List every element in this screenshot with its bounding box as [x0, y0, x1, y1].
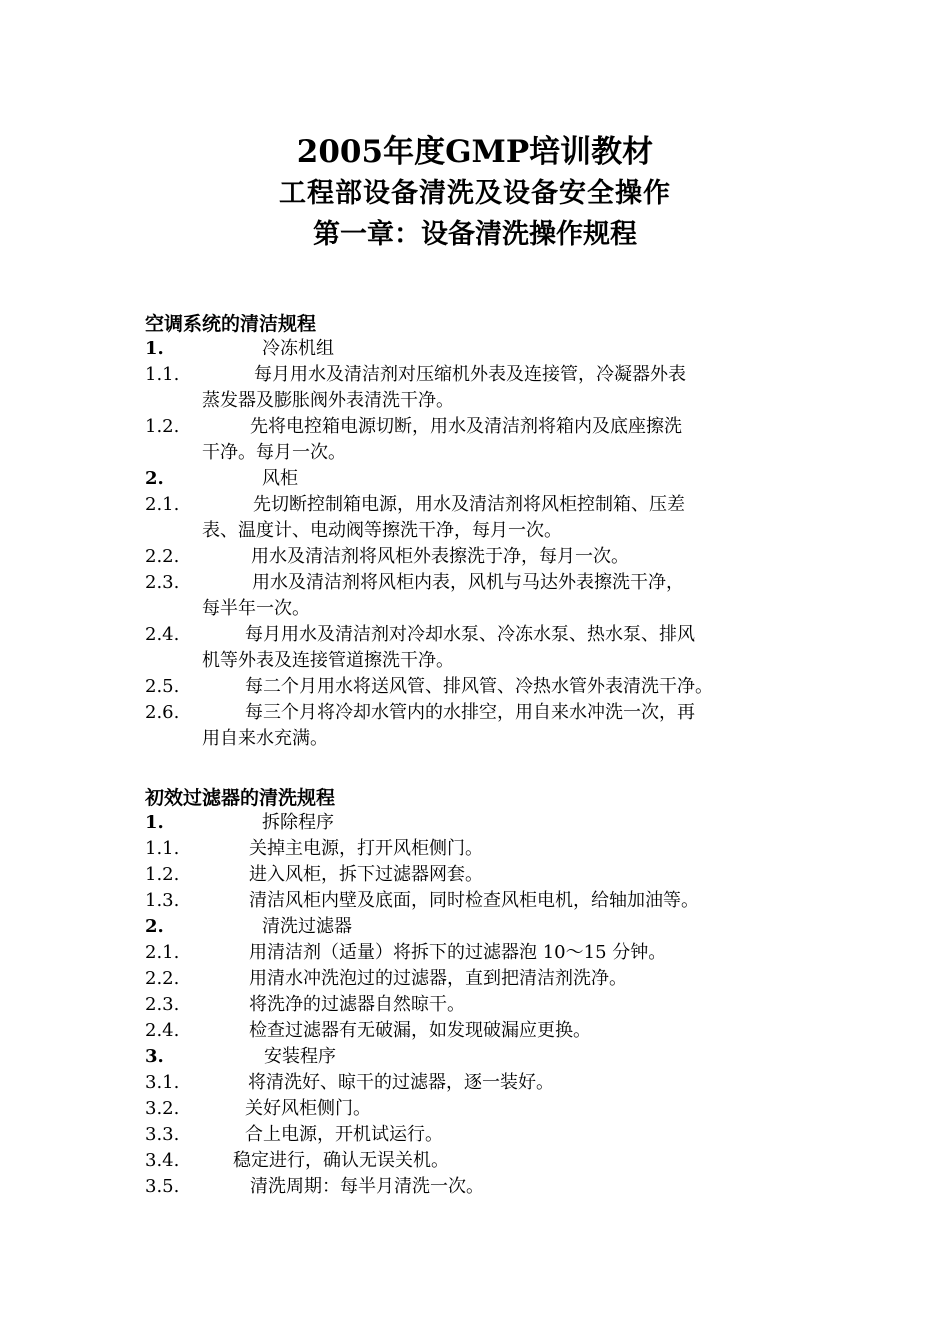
item-text: 清洁风柜内壁及底面，同时检查风柜电机，给轴加油等。	[249, 890, 699, 911]
item-number: 1.1.	[145, 838, 180, 859]
item-number: 1.	[145, 338, 164, 359]
item-number: 2.6.	[145, 702, 180, 723]
list-item	[145, 1044, 825, 1070]
list-item	[145, 674, 825, 700]
item-text: 用清水冲洗泡过的过滤器，直到把清洁剂洗净。	[249, 968, 627, 989]
item-number: 2.2.	[145, 968, 180, 989]
item-number: 3.2.	[145, 1098, 180, 1119]
item-text: 每月用水及清洁剂对压缩机外表及连接管，冷凝器外表	[254, 364, 686, 385]
item-text: 清洗过滤器	[262, 916, 352, 937]
item-number: 2.5.	[145, 676, 180, 697]
item-number: 2.3.	[145, 572, 180, 593]
list-item	[145, 914, 825, 940]
section-title: 初效过滤器的清洗规程	[145, 787, 336, 809]
item-text: 关掉主电源，打开风柜侧门。	[249, 838, 483, 859]
item-text: 用水及清洁剂将风柜内表，风机与马达外表擦洗干净，	[252, 572, 684, 593]
item-number: 1.	[145, 812, 164, 833]
item-number: 2.4.	[145, 1020, 180, 1041]
item-continuation: 表、温度计、电动阀等擦洗干净，每月一次。	[202, 520, 562, 541]
item-text: 将清洗好、晾干的过滤器，逐一装好。	[248, 1072, 554, 1093]
item-number: 1.3.	[145, 890, 180, 911]
item-text: 清洗周期：每半月清洗一次。	[250, 1176, 484, 1197]
item-continuation: 用自来水充满。	[202, 728, 328, 749]
item-continuation: 干净。每月一次。	[202, 442, 346, 463]
list-item	[145, 940, 825, 966]
item-number: 2.	[145, 916, 164, 937]
item-number: 3.3.	[145, 1124, 180, 1145]
item-number: 2.1.	[145, 494, 180, 515]
list-item	[145, 492, 825, 518]
list-item	[145, 888, 825, 914]
item-continuation: 机等外表及连接管道擦洗干净。	[202, 650, 454, 671]
section-title: 空调系统的清洁规程	[145, 313, 317, 335]
list-item	[145, 1018, 825, 1044]
section-air-conditioning	[145, 312, 825, 752]
list-item	[145, 570, 825, 596]
list-item	[145, 362, 825, 388]
list-item	[145, 1174, 825, 1200]
item-text: 安装程序	[264, 1046, 336, 1067]
item-number: 3.4.	[145, 1150, 180, 1171]
item-number: 3.5.	[145, 1176, 180, 1197]
list-item	[145, 336, 825, 362]
section-primary-filter	[145, 786, 825, 1200]
document-header	[0, 130, 950, 256]
list-item	[145, 1070, 825, 1096]
item-number: 2.	[145, 468, 164, 489]
item-number: 3.	[145, 1046, 164, 1067]
list-item	[145, 810, 825, 836]
item-text: 冷冻机组	[262, 338, 334, 359]
list-item	[145, 836, 825, 862]
item-text: 用水及清洁剂将风柜外表擦洗于净，每月一次。	[251, 546, 629, 567]
item-text: 用清洁剂（适量）将拆下的过滤器泡 10～15 分钟。	[249, 942, 667, 963]
item-text: 将洗净的过滤器自然晾干。	[249, 994, 465, 1015]
item-number: 1.2.	[145, 416, 180, 437]
list-item	[145, 1148, 825, 1174]
item-text: 每二个月用水将送风管、排风管、冷热水管外表清洗干净。	[245, 676, 713, 697]
list-item	[145, 414, 825, 440]
item-text: 检查过滤器有无破漏，如发现破漏应更换。	[249, 1020, 591, 1041]
list-item	[145, 466, 825, 492]
item-text: 稳定进行，确认无误关机。	[233, 1150, 449, 1171]
item-text: 合上电源，开机试运行。	[245, 1124, 443, 1145]
document-subtitle: 工程部设备清洗及设备安全操作	[279, 178, 671, 209]
list-item	[145, 622, 825, 648]
item-text: 先将电控箱电源切断，用水及清洁剂将箱内及底座擦洗	[250, 416, 682, 437]
item-number: 2.2.	[145, 546, 180, 567]
list-item	[145, 966, 825, 992]
item-number: 2.1.	[145, 942, 180, 963]
list-item	[145, 544, 825, 570]
item-text: 风柜	[262, 468, 298, 489]
item-text: 每月用水及清洁剂对冷却水泵、冷冻水泵、热水泵、排风	[245, 624, 695, 645]
item-number: 1.2.	[145, 864, 180, 885]
item-continuation: 蒸发器及膨胀阀外表清洗干净。	[202, 390, 454, 411]
item-text: 先切断控制箱电源，用水及清洁剂将风柜控制箱、压差	[253, 494, 685, 515]
item-text: 拆除程序	[262, 812, 334, 833]
item-number: 1.1.	[145, 364, 180, 385]
item-text: 关好风柜侧门。	[245, 1098, 371, 1119]
list-item	[145, 700, 825, 726]
document-title: 2005年度GMP培训教材	[296, 134, 654, 170]
item-number: 2.3.	[145, 994, 180, 1015]
item-number: 3.1.	[145, 1072, 180, 1093]
chapter-title: 第一章：设备清洗操作规程	[313, 219, 637, 250]
list-item	[145, 862, 825, 888]
item-continuation: 每半年一次。	[202, 598, 310, 619]
list-item	[145, 1122, 825, 1148]
item-text: 进入风柜，拆下过滤器网套。	[249, 864, 483, 885]
list-item	[145, 992, 825, 1018]
item-text: 每三个月将冷却水管内的水排空，用自来水冲洗一次，再	[245, 702, 695, 723]
list-item	[145, 1096, 825, 1122]
item-number: 2.4.	[145, 624, 180, 645]
